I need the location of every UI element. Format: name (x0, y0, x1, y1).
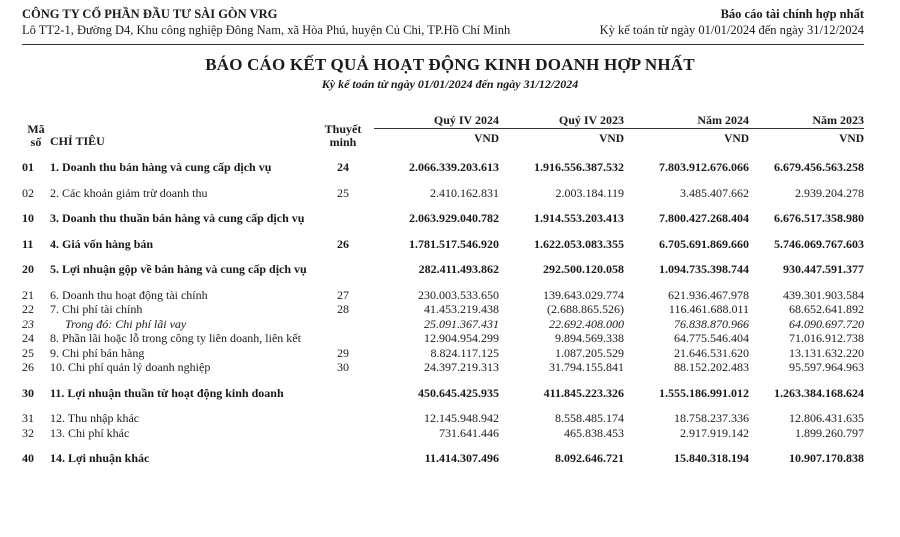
value-year-2023: 1.899.260.797 (795, 425, 864, 440)
value-year-2024: 15.840.318.194 (674, 451, 749, 465)
row-note: 29 (337, 345, 349, 360)
value-q4-2024: 2.410.162.831 (430, 185, 499, 200)
value-year-2024: 6.705.691.869.660 (659, 236, 749, 251)
column-header-year-2024: Năm 2024 (624, 106, 749, 129)
row-note (312, 426, 374, 441)
row-note (312, 331, 374, 346)
unit-label: VND (724, 133, 749, 145)
row-code: 10 (22, 211, 34, 225)
value-q4-2023: 8.092.646.721 (555, 451, 624, 465)
value-year-2024: 76.838.870.966 (674, 316, 749, 331)
row-item: 14. Lợi nhuận khác (50, 451, 150, 465)
value-q4-2023: 2.003.184.119 (555, 185, 624, 200)
value-q4-2023: 411.845.223.326 (543, 385, 624, 400)
page-subtitle: Kỳ kế toán từ ngày 01/01/2024 đến ngày 31/12/2024 (321, 77, 579, 91)
value-year-2024: 3.485.407.662 (680, 185, 749, 200)
value-q4-2023: 292.500.120.058 (543, 262, 624, 276)
row-item: 9. Chi phí bán hàng (50, 345, 145, 360)
value-q4-2023: 1.914.553.203.413 (534, 211, 624, 225)
value-q4-2024: 2.063.929.040.782 (409, 211, 499, 225)
company-name: CÔNG TY CỔ PHẦN ĐẦU TƯ SÀI GÒN VRG (22, 7, 278, 21)
row-item: 1. Doanh thu bán hàng và cung cấp dịch vụ (50, 160, 272, 174)
row-note (312, 262, 374, 277)
value-q4-2023: 22.692.408.000 (549, 316, 624, 331)
value-year-2024: 7.800.427.268.404 (659, 211, 749, 225)
company-address: Lô TT2-1, Đường D4, Khu công nghiệp Đông Nam, xã Hòa Phú, huyện Củ Chi, TP.Hồ Chí Minh (22, 23, 511, 37)
row-item: 3. Doanh thu thuần bán hàng và cung cấp dịch vụ (50, 211, 305, 225)
row-item: 5. Lợi nhuận gộp về bán hàng và cung cấp dịch vụ (50, 262, 307, 276)
row-item: 12. Thu nhập khác (50, 411, 140, 425)
value-q4-2023: 9.894.569.338 (555, 331, 624, 345)
value-q4-2023: 8.558.485.174 (555, 411, 624, 425)
table-row (22, 160, 864, 175)
value-q4-2024: 1.781.517.546.920 (409, 236, 499, 251)
value-year-2023: 2.939.204.278 (795, 185, 864, 200)
unit-label: VND (474, 133, 499, 145)
table-row (22, 346, 864, 361)
value-q4-2023: 1.087.205.529 (555, 345, 624, 360)
row-code: 32 (22, 425, 34, 440)
row-note (312, 211, 374, 226)
value-year-2024: 21.646.531.620 (674, 345, 749, 360)
page-title: BÁO CÁO KẾT QUẢ HOẠT ĐỘNG KINH DOANH HỢP NHẤT (205, 55, 695, 74)
value-q4-2023: 31.794.155.841 (549, 360, 624, 374)
row-item: Trong đó: Chi phí lãi vay (50, 316, 187, 331)
value-year-2024: 88.152.202.483 (674, 360, 749, 374)
row-code: 22 (22, 302, 34, 316)
row-code: 01 (22, 160, 34, 174)
value-q4-2024: 282.411.493.862 (418, 262, 499, 276)
row-code: 24 (22, 331, 34, 345)
row-code: 26 (22, 360, 34, 374)
table-row (22, 360, 864, 375)
value-q4-2024: 8.824.117.125 (430, 345, 499, 360)
row-item: 11. Lợi nhuận thuần từ hoạt động kinh doanh (50, 385, 284, 400)
column-header-code: Mã số (27, 122, 45, 149)
value-year-2023: 1.263.384.168.624 (774, 385, 864, 400)
table-row (22, 288, 864, 303)
value-q4-2024: 12.145.948.942 (424, 411, 499, 425)
row-item: 4. Giá vốn hàng bán (50, 236, 154, 251)
value-year-2023: 930.447.591.377 (783, 262, 864, 276)
table-row (22, 411, 864, 426)
row-code: 23 (22, 316, 34, 331)
row-note: 26 (337, 236, 349, 251)
value-year-2023: 5.746.069.767.603 (774, 236, 864, 251)
value-year-2024: 64.775.546.404 (674, 331, 749, 345)
table-row (22, 386, 864, 401)
row-item: 13. Chi phí khác (50, 425, 130, 440)
unit-label: VND (839, 133, 864, 145)
value-year-2024: 7.803.912.676.066 (659, 160, 749, 174)
row-item: 2. Các khoản giảm trừ doanh thu (50, 185, 208, 200)
value-q4-2023: 465.838.453 (564, 425, 624, 440)
income-statement-table (22, 106, 864, 466)
row-note (312, 451, 374, 466)
value-year-2023: 6.679.456.563.258 (774, 160, 864, 174)
row-item: 6. Doanh thu hoạt động tài chính (50, 287, 208, 302)
row-note (312, 411, 374, 426)
table-row (22, 451, 864, 466)
table-row (22, 302, 864, 317)
value-year-2024: 1.555.186.991.012 (659, 385, 749, 400)
value-year-2024: 116.461.688.011 (668, 302, 749, 316)
value-q4-2023: 139.643.029.774 (543, 287, 624, 302)
header-divider (22, 44, 864, 45)
value-year-2023: 12.806.431.635 (789, 411, 864, 425)
column-header-q4-2023: Quý IV 2023 (499, 106, 624, 129)
value-q4-2023: 1.622.053.083.355 (534, 236, 624, 251)
value-year-2023: 64.090.697.720 (789, 316, 864, 331)
report-period: Kỳ kế toán từ ngày 01/01/2024 đến ngày 31/12/2024 (599, 23, 864, 37)
value-year-2023: 6.676.517.358.980 (774, 211, 864, 225)
row-note: 27 (337, 287, 349, 302)
row-item: 7. Chi phí tài chính (50, 302, 143, 316)
value-q4-2024: 24.397.219.313 (424, 360, 499, 374)
value-q4-2024: 25.091.367.431 (424, 316, 499, 331)
value-year-2023: 68.652.641.892 (789, 302, 864, 316)
row-note: 24 (337, 160, 349, 174)
value-year-2024: 2.917.919.142 (680, 425, 749, 440)
row-code: 25 (22, 345, 34, 360)
row-code: 40 (22, 451, 34, 465)
row-code: 30 (22, 385, 34, 400)
value-year-2023: 10.907.170.838 (789, 451, 864, 465)
value-q4-2024: 230.003.533.650 (418, 287, 499, 302)
row-code: 02 (22, 185, 34, 200)
table-row (22, 317, 864, 332)
table-row (22, 237, 864, 252)
column-header-year-2023: Năm 2023 (749, 106, 864, 129)
row-code: 31 (22, 411, 34, 425)
value-q4-2023: (2.688.865.526) (547, 302, 624, 316)
row-code: 20 (22, 262, 34, 276)
value-q4-2024: 41.453.219.438 (424, 302, 499, 316)
row-note (312, 386, 374, 401)
report-type: Báo cáo tài chính hợp nhất (720, 7, 864, 21)
value-q4-2024: 731.641.446 (439, 425, 499, 440)
row-code: 21 (22, 287, 34, 302)
company-header (22, 6, 510, 38)
column-header-note: Thuyết minh (324, 122, 362, 149)
row-item: 10. Chi phí quản lý doanh nghiệp (50, 360, 211, 374)
value-year-2024: 621.936.467.978 (668, 287, 749, 302)
value-year-2023: 13.131.632.220 (789, 345, 864, 360)
value-q4-2023: 1.916.556.387.532 (534, 160, 624, 174)
table-row (22, 262, 864, 277)
table-row (22, 331, 864, 346)
value-year-2024: 18.758.237.336 (674, 411, 749, 425)
value-q4-2024: 11.414.307.496 (424, 451, 499, 465)
value-q4-2024: 12.904.954.299 (424, 331, 499, 345)
value-year-2023: 71.016.912.738 (789, 331, 864, 345)
column-header-item: CHỈ TIÊU (50, 134, 105, 148)
table-row (22, 211, 864, 226)
unit-label: VND (599, 133, 624, 145)
value-q4-2024: 450.645.425.935 (418, 385, 499, 400)
row-note: 30 (337, 360, 349, 374)
row-note: 28 (337, 302, 349, 316)
value-year-2023: 95.597.964.963 (789, 360, 864, 374)
report-header (600, 6, 864, 38)
row-code: 11 (22, 236, 34, 251)
row-note: 25 (337, 185, 349, 200)
value-q4-2024: 2.066.339.203.613 (409, 160, 499, 174)
row-item: 8. Phần lãi hoặc lỗ trong công ty liên doanh, liên kết (50, 331, 301, 345)
table-row (22, 426, 864, 441)
table-row (22, 186, 864, 201)
column-header-q4-2024: Quý IV 2024 (374, 106, 499, 129)
value-year-2024: 1.094.735.398.744 (659, 262, 749, 276)
value-year-2023: 439.301.903.584 (783, 287, 864, 302)
row-note (312, 317, 374, 332)
